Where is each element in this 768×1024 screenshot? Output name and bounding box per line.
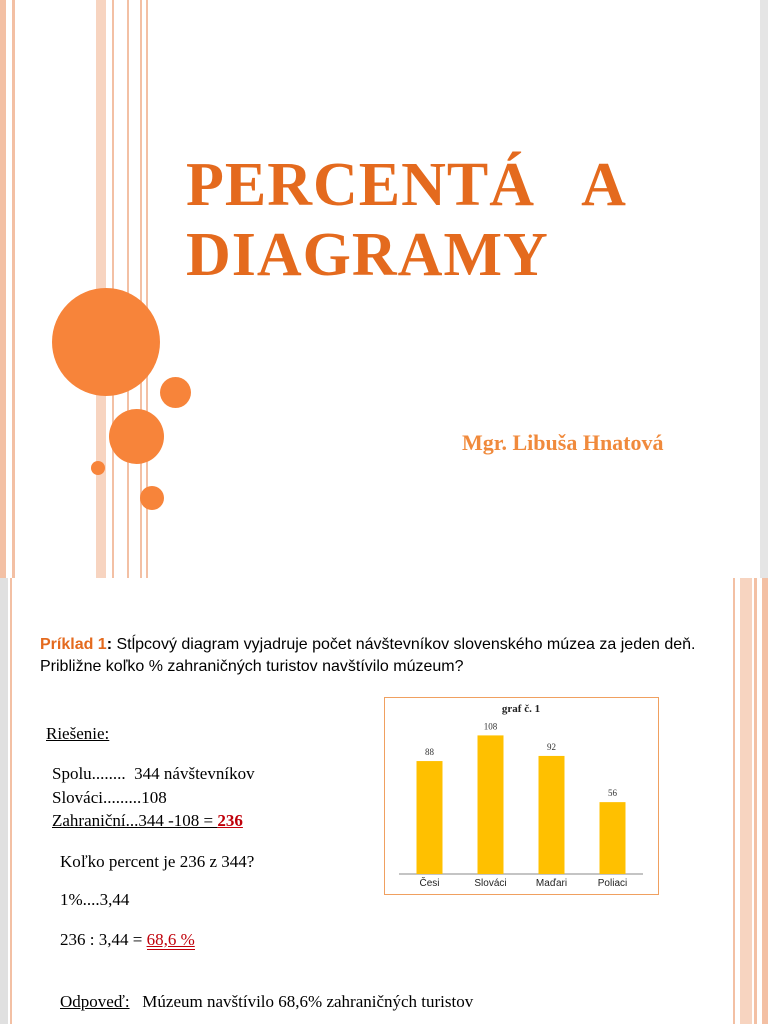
author-name: Mgr. Libuša Hnatová [462,430,664,455]
bar-chart [385,698,657,893]
tiny-circle [91,461,105,475]
right-band-wide [740,578,752,1024]
large-circle [52,288,160,396]
small-circle-right [160,377,191,408]
right-band-line-2 [754,578,757,1024]
left-edge [0,578,8,1024]
foreign-result: 236 [217,811,243,830]
tick-label-2: Maďari [535,878,568,889]
bar-2 [539,756,565,874]
small-circle-bottom [140,486,164,510]
tick-label-1: Slováci [474,878,507,889]
medium-circle [109,409,164,464]
data-label-0: 88 [425,747,434,758]
slovaks-line: Slováci.........108 [52,788,167,807]
question-label: Príklad 1 [40,636,107,653]
answer-label: Odpoveď: [60,992,130,1011]
bar-3 [600,802,626,874]
right-band-outer [762,578,768,1024]
chart-title: graf č. 1 [501,703,541,715]
total-line: Spolu........ 344 návštevníkov [52,764,255,783]
solution-label: Riešenie: [46,724,110,743]
example-slide [0,578,768,1024]
answer-text: Múzeum navštívilo 68,6% zahraničných turistov [142,992,474,1011]
question-text [40,634,730,678]
division-prefix: 236 : 3,44 = [60,930,147,949]
slide-title [186,150,746,290]
data-label-1: 108 [483,721,498,732]
question-body: Stĺpcový diagram vyjadruje počet návštevníkov slovenského múzea za jeden deň. Približne koľko % zahraničných turistov navštívilo múzeum? [40,636,696,675]
question-2: Koľko percent je 236 z 344? [60,852,255,871]
bar-0 [417,761,443,874]
left-band-outer [0,0,6,578]
title-line-1: PERCENTÁ A [186,151,627,219]
right-edge [760,0,768,578]
foreign-line [52,811,243,831]
left-band-thin [12,0,15,578]
division-line [60,930,195,950]
data-label-2: 92 [547,741,556,752]
foreign-prefix: Zahraniční...344 -108 = [52,811,218,830]
tick-label-3: Poliaci [597,878,628,889]
data-label-3: 56 [608,788,617,799]
right-band-line-1 [733,578,735,1024]
one-percent-line: 1%....3,44 [60,890,130,909]
tick-label-0: Česi [419,878,440,889]
division-result: 68,6 % [146,930,195,949]
bar-chart-frame [384,697,659,895]
title-line-2: DIAGRAMY [186,221,549,289]
question-colon: : [106,636,113,653]
answer-line [60,992,473,1012]
bar-1 [478,735,504,874]
left-band-line [10,578,12,1024]
left-band-line-2 [127,0,129,578]
